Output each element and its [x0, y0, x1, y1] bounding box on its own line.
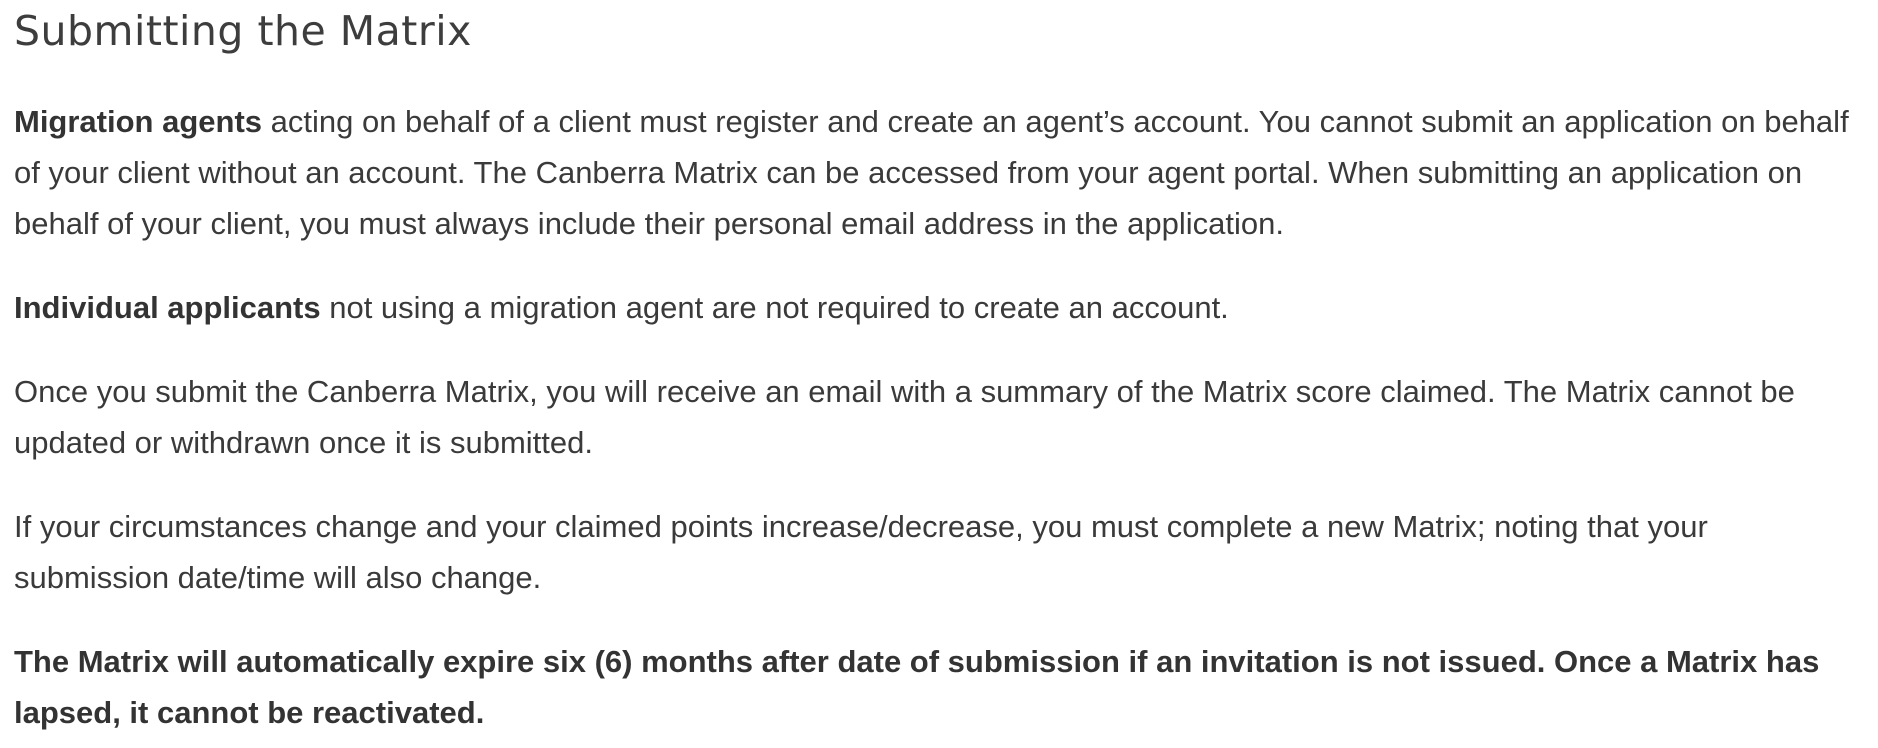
paragraph-submit-summary: [14, 366, 1862, 468]
paragraph-migration-agents: [14, 96, 1862, 249]
paragraph-text: not using a migration agent are not required to create an account.: [320, 290, 1229, 325]
paragraph-expiry-warning: [14, 636, 1862, 738]
paragraph-text-bold: The Matrix will automatically expire six (6) months after date of submission if an invitation is not issued. Once a Matrix has lapsed, it cannot be reactivated.: [14, 644, 1820, 730]
paragraph-text: If your circumstances change and your claimed points increase/decrease, you must complete a new Matrix; noting that your submission date/time will also change.: [14, 509, 1708, 595]
paragraph-individual-applicants: [14, 282, 1862, 333]
bold-lead-individual-applicants: Individual applicants: [14, 290, 321, 325]
paragraph-text: Once you submit the Canberra Matrix, you will receive an email with a summary of the Matrix score claimed. The Matrix cannot be updated or withdrawn once it is submitted.: [14, 374, 1795, 460]
page-title: Submitting the Matrix: [14, 7, 472, 55]
paragraph-text: acting on behalf of a client must register and create an agent’s account. You cannot submit an application on behalf of your client without an account. The Canberra Matrix can be accessed from your agent portal. When submitting an application on behalf of your client, you must always include their personal email address in the application.: [14, 104, 1849, 241]
paragraph-circumstances-change: [14, 501, 1862, 603]
bold-lead-migration-agents: Migration agents: [14, 104, 263, 139]
